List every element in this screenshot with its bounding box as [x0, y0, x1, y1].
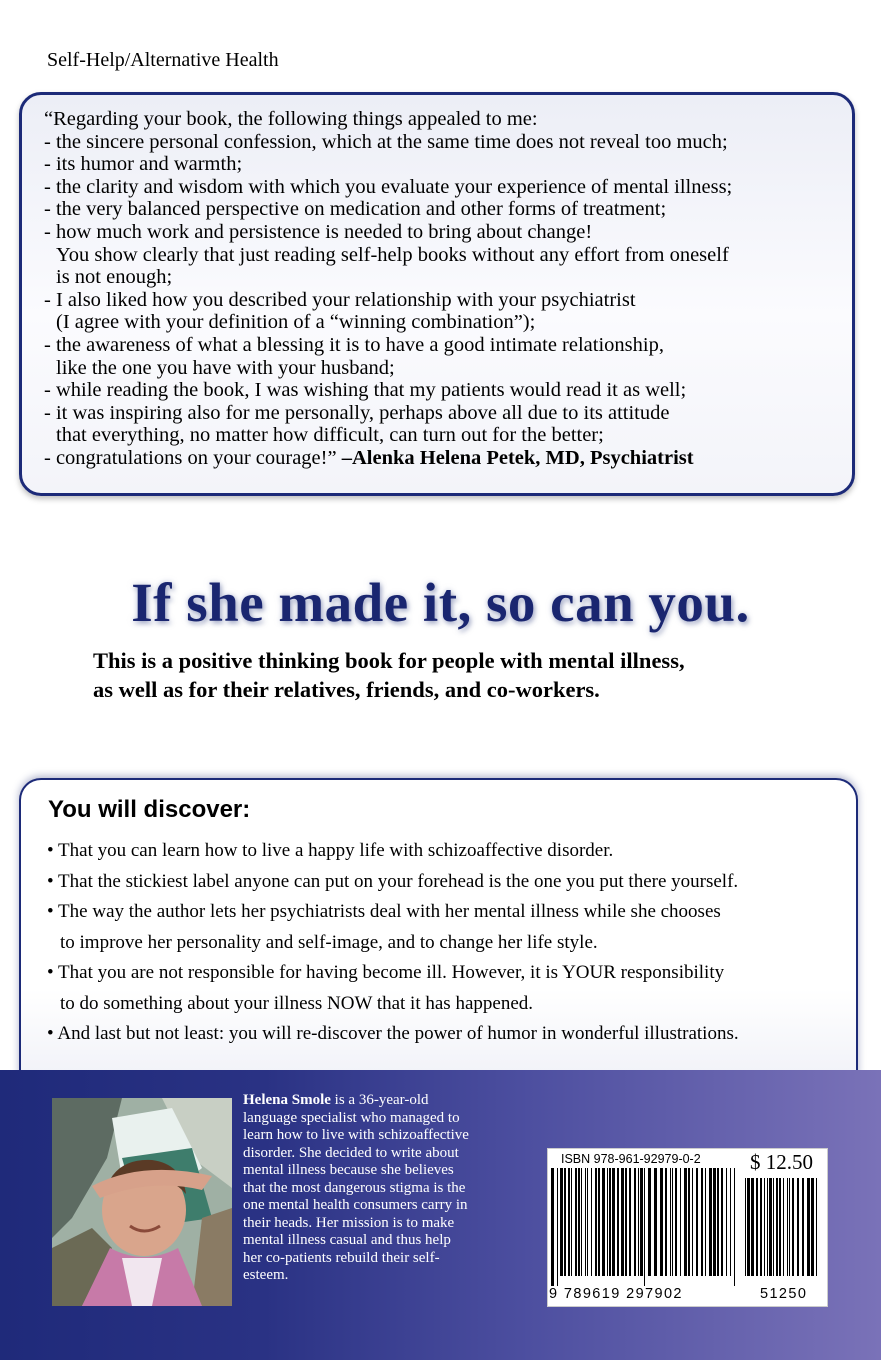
barcode-bar — [634, 1168, 636, 1276]
barcode-bar — [787, 1178, 788, 1276]
discover-item-line: • That you are not responsible for having become ill. However, it is YOUR responsibility — [47, 962, 725, 983]
barcode-bar — [654, 1168, 657, 1276]
barcode-bar — [640, 1168, 643, 1276]
barcode-bar — [688, 1168, 690, 1276]
barcode-bar — [675, 1168, 677, 1276]
testimonial-line: (I agree with your definition of a “winning combination”); — [56, 311, 536, 334]
barcode-bar — [638, 1168, 639, 1276]
barcode-bar — [665, 1168, 667, 1276]
testimonial-line: - while reading the book, I was wishing that my patients would read it as well; — [44, 379, 687, 402]
barcode-bar — [816, 1178, 817, 1276]
isbn-barcode — [549, 1168, 738, 1286]
author-name: Helena Smole — [243, 1092, 331, 1108]
barcode-bar — [807, 1178, 810, 1276]
barcode-bar — [602, 1168, 605, 1276]
barcode-bar — [734, 1168, 735, 1286]
testimonial-line: - the very balanced perspective on medication and other forms of treatment; — [44, 198, 667, 221]
barcode-bar — [792, 1178, 794, 1276]
barcode-bar — [585, 1168, 586, 1276]
barcode-bar — [802, 1178, 804, 1276]
barcode-bar — [621, 1168, 624, 1276]
discover-item — [47, 867, 857, 898]
barcode-bar — [591, 1168, 592, 1276]
barcode-bar — [557, 1168, 558, 1286]
bio-line: learn how to live with schizoaffective — [243, 1127, 469, 1143]
barcode-bar — [713, 1168, 716, 1276]
price-barcode — [743, 1178, 823, 1286]
barcode-bar — [598, 1168, 600, 1276]
isbn-label: ISBN 978-961-92979-0-2 — [561, 1152, 701, 1166]
headline: If she made it, so can you. — [131, 572, 750, 633]
testimonial-line: - the awareness of what a blessing it is to have a good intimate relationship, — [44, 333, 664, 356]
discover-item-line: to do something about your illness NOW that it has happened. — [60, 992, 533, 1014]
discover-item — [47, 1019, 857, 1050]
barcode-bar — [644, 1168, 645, 1286]
price-label: $ 12.50 — [750, 1150, 813, 1174]
barcode-bar — [779, 1178, 781, 1276]
testimonial-line: - I also liked how you described your relationship with your psychiatrist — [44, 288, 636, 311]
barcode-bar — [660, 1168, 663, 1276]
bio-line: their heads. Her mission is to make — [243, 1214, 455, 1231]
barcode-bar — [609, 1168, 611, 1276]
discover-item-line: • That the stickiest label anyone can put on your forehead is the one you put there yourself. — [47, 870, 739, 892]
barcode-bar — [767, 1178, 768, 1276]
tagline-line-1: This is a positive thinking book for people with mental illness, — [93, 648, 685, 673]
discover-item-line: • And last but not least: you will re-discover the power of humor in wonderful illustrations. — [47, 1023, 739, 1044]
barcode-bar — [773, 1178, 774, 1276]
barcode-bar — [789, 1178, 790, 1276]
testimonial-line: - it was inspiring also for me personally, perhaps above all due to its attitude — [44, 401, 670, 424]
barcode-bar — [760, 1178, 762, 1276]
barcode-bar — [564, 1168, 566, 1276]
barcode-bar — [617, 1168, 619, 1276]
testimonial-attribution: –Alenka Helena Petek, MD, Psychiatrist — [341, 446, 694, 469]
barcode-bar — [581, 1168, 582, 1276]
barcode-bar — [607, 1168, 608, 1276]
barcode-bar — [756, 1178, 758, 1276]
barcode-bar — [764, 1178, 765, 1276]
barcode-bar — [568, 1168, 570, 1276]
bio-line: that the most dangerous stigma is the — [243, 1179, 466, 1196]
discover-item — [47, 897, 857, 958]
barcode-bar — [769, 1178, 772, 1276]
barcode-bar — [717, 1168, 719, 1276]
testimonial-line: - how much work and persistence is needed to bring about change! — [44, 220, 593, 243]
barcode-bar — [670, 1168, 671, 1276]
bio-line: disorder. She decided to write about — [243, 1144, 459, 1161]
bio-line: mental illness because she believes — [243, 1162, 454, 1178]
discover-item-line: to improve her personality and self-image, and to change her life style. — [60, 931, 598, 953]
author-photo — [52, 1098, 232, 1306]
discover-item-line: • The way the author lets her psychiatrists deal with her mental illness while she chooses — [47, 901, 721, 922]
barcode-bar — [571, 1168, 572, 1276]
barcode-bar — [721, 1168, 723, 1276]
barcode-bar — [625, 1168, 627, 1276]
barcode-bar — [709, 1168, 712, 1276]
barcode-bar — [745, 1178, 746, 1276]
barcode-bar — [648, 1168, 651, 1276]
testimonial-line: that everything, no matter how difficult, can turn out for the better; — [56, 424, 604, 447]
barcode-bar — [684, 1168, 687, 1276]
barcode-bar — [560, 1168, 563, 1276]
author-photo-illustration — [52, 1098, 232, 1306]
barcode-bar — [783, 1178, 784, 1276]
barcode-bar — [629, 1168, 631, 1276]
barcode-bar — [811, 1178, 814, 1276]
testimonial-line: - its humor and warmth; — [44, 153, 243, 176]
barcode-bar — [730, 1168, 731, 1276]
testimonial-line: You show clearly that just reading self-help books without any effort from oneself — [56, 243, 729, 266]
bio-line: one mental health consumers carry in — [243, 1197, 468, 1213]
barcode-bar — [578, 1168, 580, 1276]
barcode-bar — [551, 1168, 554, 1286]
barcode-bar — [751, 1178, 754, 1276]
bio-line: language specialist who managed to — [243, 1109, 460, 1126]
testimonial-last-line — [44, 447, 854, 470]
category-label: Self-Help/Alternative Health — [47, 49, 279, 71]
bio-line-1: is a 36-year-old — [330, 1092, 429, 1108]
discover-item — [47, 836, 857, 867]
testimonial-line: like the one you have with your husband; — [56, 356, 395, 379]
barcode-bar — [587, 1168, 588, 1276]
barcode-bar — [595, 1168, 597, 1276]
testimonial-line: “Regarding your book, the following things appealed to me: — [44, 108, 538, 130]
tagline-line-2: as well as for their relatives, friends, and co-workers. — [93, 677, 600, 702]
discover-item-line: • That you can learn how to live a happy life with schizoaffective disorder. — [47, 840, 614, 861]
barcode-bar — [705, 1168, 706, 1276]
barcode-bar — [726, 1168, 727, 1276]
testimonial-text — [44, 108, 854, 470]
testimonial-line: - the sincere personal confession, which at the same time does not reveal too much; — [44, 130, 728, 153]
barcode-bar — [776, 1178, 778, 1276]
discover-item — [47, 958, 857, 1019]
testimonial-line: is not enough; — [56, 266, 173, 289]
bio-line: her co-patients rebuild their self- — [243, 1249, 440, 1266]
barcode-bar — [680, 1168, 681, 1276]
barcode-bar — [612, 1168, 615, 1276]
barcode-bar — [797, 1178, 799, 1276]
barcode-bar — [692, 1168, 693, 1276]
price-digits: 51250 — [760, 1286, 808, 1302]
barcode-bar — [747, 1178, 750, 1276]
discover-title: You will discover: — [48, 796, 251, 823]
isbn-digits: 9 789619 297902 — [549, 1286, 683, 1302]
discover-list — [47, 836, 857, 1050]
testimonial-closing: - congratulations on your courage!” — [44, 446, 342, 469]
testimonial-line: - the clarity and wisdom with which you evaluate your experience of mental illness; — [44, 175, 733, 198]
bio-line: mental illness casual and thus help — [243, 1232, 451, 1248]
barcode-bar — [672, 1168, 673, 1276]
author-bio — [243, 1092, 543, 1285]
bio-line: esteem. — [243, 1267, 289, 1283]
barcode-bar — [701, 1168, 703, 1276]
barcode-bar — [696, 1168, 698, 1276]
tagline — [93, 646, 873, 704]
barcode-bar — [575, 1168, 577, 1276]
